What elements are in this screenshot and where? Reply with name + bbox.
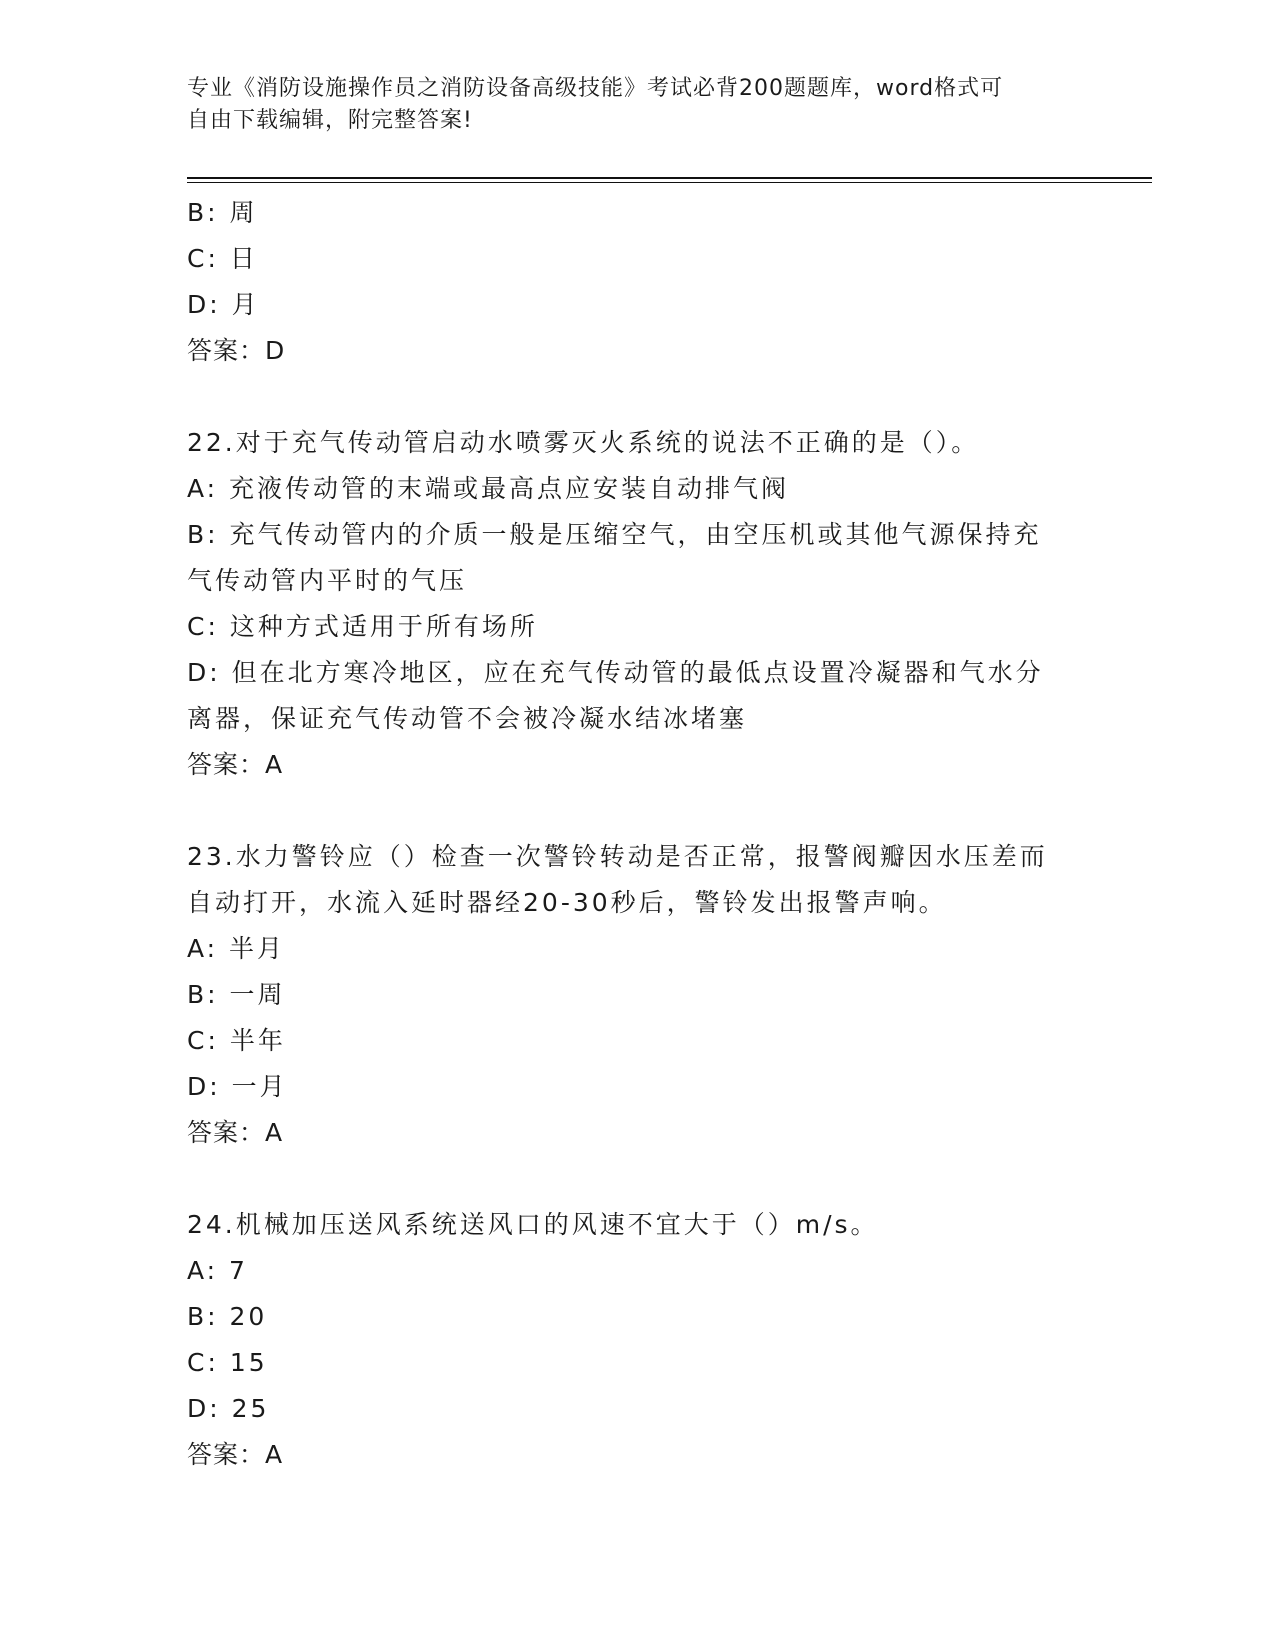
option-c: C: 15	[187, 1348, 268, 1377]
question-22	[187, 420, 1087, 788]
option-d: D: 一月	[187, 1072, 288, 1101]
option-d: D: 但在北方寒冷地区，应在充气传动管的最低点设置冷凝器和气水分	[187, 658, 1044, 687]
answer-line: 答案：D	[187, 336, 286, 365]
question-stem: 24.机械加压送风系统送风口的风速不宜大于（）m/s。	[187, 1210, 879, 1239]
question-23	[187, 834, 1087, 1156]
option-b: B: 一周	[187, 980, 286, 1009]
answer-line: 答案：A	[187, 1118, 284, 1147]
option-a: A: 7	[187, 1256, 248, 1285]
answer-line: 答案：A	[187, 1440, 284, 1469]
option-a: A: 充液传动管的末端或最高点应安装自动排气阀	[187, 474, 790, 503]
document-body	[187, 190, 1087, 1478]
option-b: B: 充气传动管内的介质一般是压缩空气，由空压机或其他气源保持充	[187, 520, 1042, 549]
header-title-line-2: 自由下载编辑，附完整答案!	[187, 108, 473, 133]
question-24	[187, 1202, 1087, 1478]
option-c: C: 这种方式适用于所有场所	[187, 612, 538, 641]
option-c: C: 半年	[187, 1026, 286, 1055]
option-c: C: 日	[187, 244, 258, 273]
header-divider-thick	[187, 177, 1152, 179]
question-stem: 22.对于充气传动管启动水喷雾灭火系统的说法不正确的是（）。	[187, 428, 980, 457]
question-stem: 23.水力警铃应（）检查一次警铃转动是否正常，报警阀瓣因水压差而	[187, 842, 1048, 871]
option-d: D: 月	[187, 290, 260, 319]
header-divider-thin	[187, 182, 1152, 183]
option-a: A: 半月	[187, 934, 286, 963]
option-b-continued: 气传动管内平时的气压	[187, 566, 468, 595]
option-b: B: 20	[187, 1302, 268, 1331]
document-header	[187, 73, 1067, 137]
header-title-line-1: 专业《消防设施操作员之消防设备高级技能》考试必背200题题库，word格式可	[187, 76, 1004, 101]
option-d: D: 25	[187, 1394, 270, 1423]
option-d-continued: 离器，保证充气传动管不会被冷凝水结冰堵塞	[187, 704, 748, 733]
answer-line: 答案：A	[187, 750, 284, 779]
option-b: B: 周	[187, 198, 258, 227]
previous-question-block	[187, 190, 1087, 374]
question-stem-continued: 自动打开，水流入延时器经20-30秒后，警铃发出报警声响。	[187, 888, 947, 917]
